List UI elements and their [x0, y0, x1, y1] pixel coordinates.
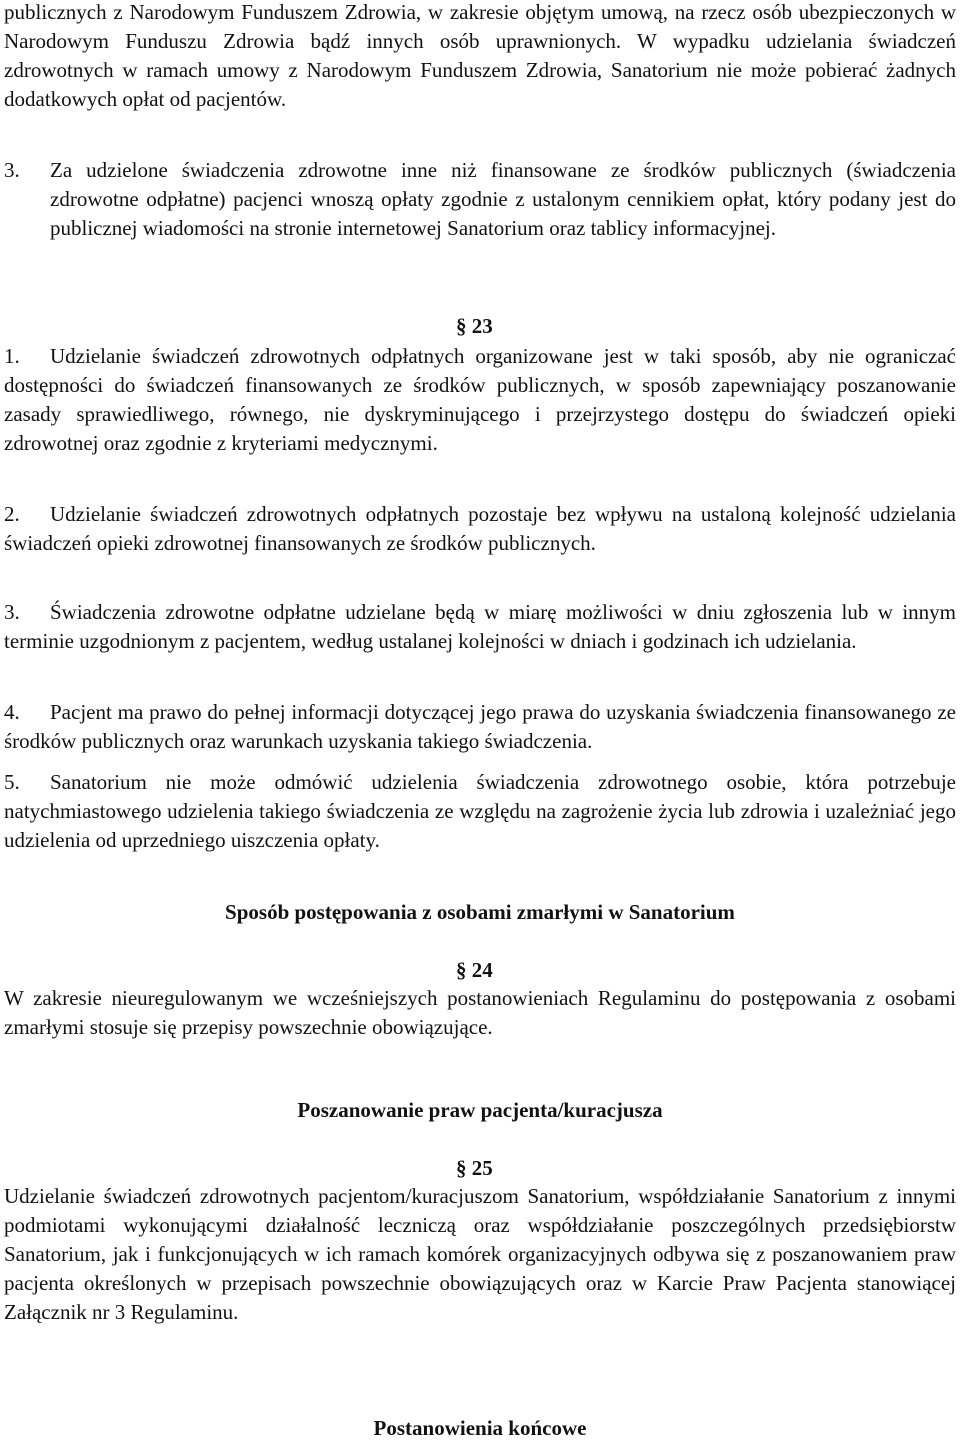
paragraph-item: Sanatorium nie może odmówić udzielenia świadczenia zdrowotnego osobie, która potrzebuje natychmiastowego udzielenia takiego świadczenia ze względu na zagrożenie życia lub zdrowia i uzależniać jego udzielenia od uprzedniego uiszczenia opłaty.	[4, 770, 956, 852]
item-number: 3.	[4, 600, 20, 624]
item-number: 4.	[4, 700, 20, 724]
paragraph-item: Udzielanie świadczeń zdrowotnych odpłatnych pozostaje bez wpływu na ustaloną kolejność udzielania świadczeń opieki zdrowotnej finansowanych ze środków publicznych.	[4, 502, 956, 555]
paragraph-item: Za udzielone świadczenia zdrowotne inne niż finansowane ze środków publicznych (świadczenia zdrowotne odpłatne) pacjenci wnoszą opłaty zgodnie z ustalonym cennikiem opłat, który podany jest do publicznej wiadomości na stronie internetowej Sanatorium oraz tablicy informacyjnej.	[50, 158, 956, 240]
section-heading: Poszanowanie praw pacjenta/kuracjusza	[297, 1098, 663, 1122]
section-mark: § 23	[456, 314, 493, 338]
item-number: 2.	[4, 502, 20, 526]
section-mark: § 24	[456, 958, 493, 982]
section-heading: Sposób postępowania z osobami zmarłymi w Sanatorium	[225, 900, 735, 924]
paragraph-item: Udzielanie świadczeń zdrowotnych odpłatnych organizowane jest w taki sposób, aby nie ograniczać dostępności do świadczeń finansowanych ze środków publicznych, w sposób zapewniający poszanowanie zasady sprawiedliwego, równego, nie dyskryminującego i przejrzystego dostępu do świadczeń opieki zdrowotnej oraz zgodnie z kryteriami medycznymi.	[4, 344, 956, 455]
section-mark: § 25	[456, 1156, 493, 1180]
paragraph: W zakresie nieuregulowanym we wcześniejszych postanowieniach Regulaminu do postępowania z osobami zmarłymi stosuje się przepisy powszechnie obowiązujące.	[4, 986, 956, 1039]
item-number: 1.	[4, 344, 20, 368]
item-number: 3.	[4, 158, 20, 182]
section-heading: Postanowienia końcowe	[373, 1416, 587, 1440]
paragraph-item: Świadczenia zdrowotne odpłatne udzielane będą w miarę możliwości w dniu zgłoszenia lub w innym terminie uzgodnionym z pacjentem, według ustalanej kolejności w dniach i godzinach ich udzielania.	[4, 600, 956, 653]
item-number: 5.	[4, 770, 20, 794]
paragraph: Udzielanie świadczeń zdrowotnych pacjentom/kuracjuszom Sanatorium, współdziałanie Sanatorium z innymi podmiotami wykonującymi działalność leczniczą oraz współdziałanie poszczególnych przedsiębiorstw Sanatorium, jak i funkcjonujących w ich ramach komórek organizacyjnych odbywa się z poszanowaniem praw pacjenta określonych w przepisach powszechnie obowiązujących oraz w Karcie Praw Pacjenta stanowiącej Załącznik nr 3 Regulaminu.	[4, 1184, 956, 1324]
paragraph-item: Pacjent ma prawo do pełnej informacji dotyczącej jego prawa do uzyskania świadczenia finansowanego ze środków publicznych oraz warunkach uzyskania takiego świadczenia.	[4, 700, 956, 753]
paragraph-continuation: publicznych z Narodowym Funduszem Zdrowia, w zakresie objętym umową, na rzecz osób ubezpieczonych w Narodowym Funduszu Zdrowia bądź innych osób uprawnionych. W wypadku udzielania świadczeń zdrowotnych w ramach umowy z Narodowym Funduszem Zdrowia, Sanatorium nie może pobierać żadnych dodatkowych opłat od pacjentów.	[4, 0, 956, 111]
